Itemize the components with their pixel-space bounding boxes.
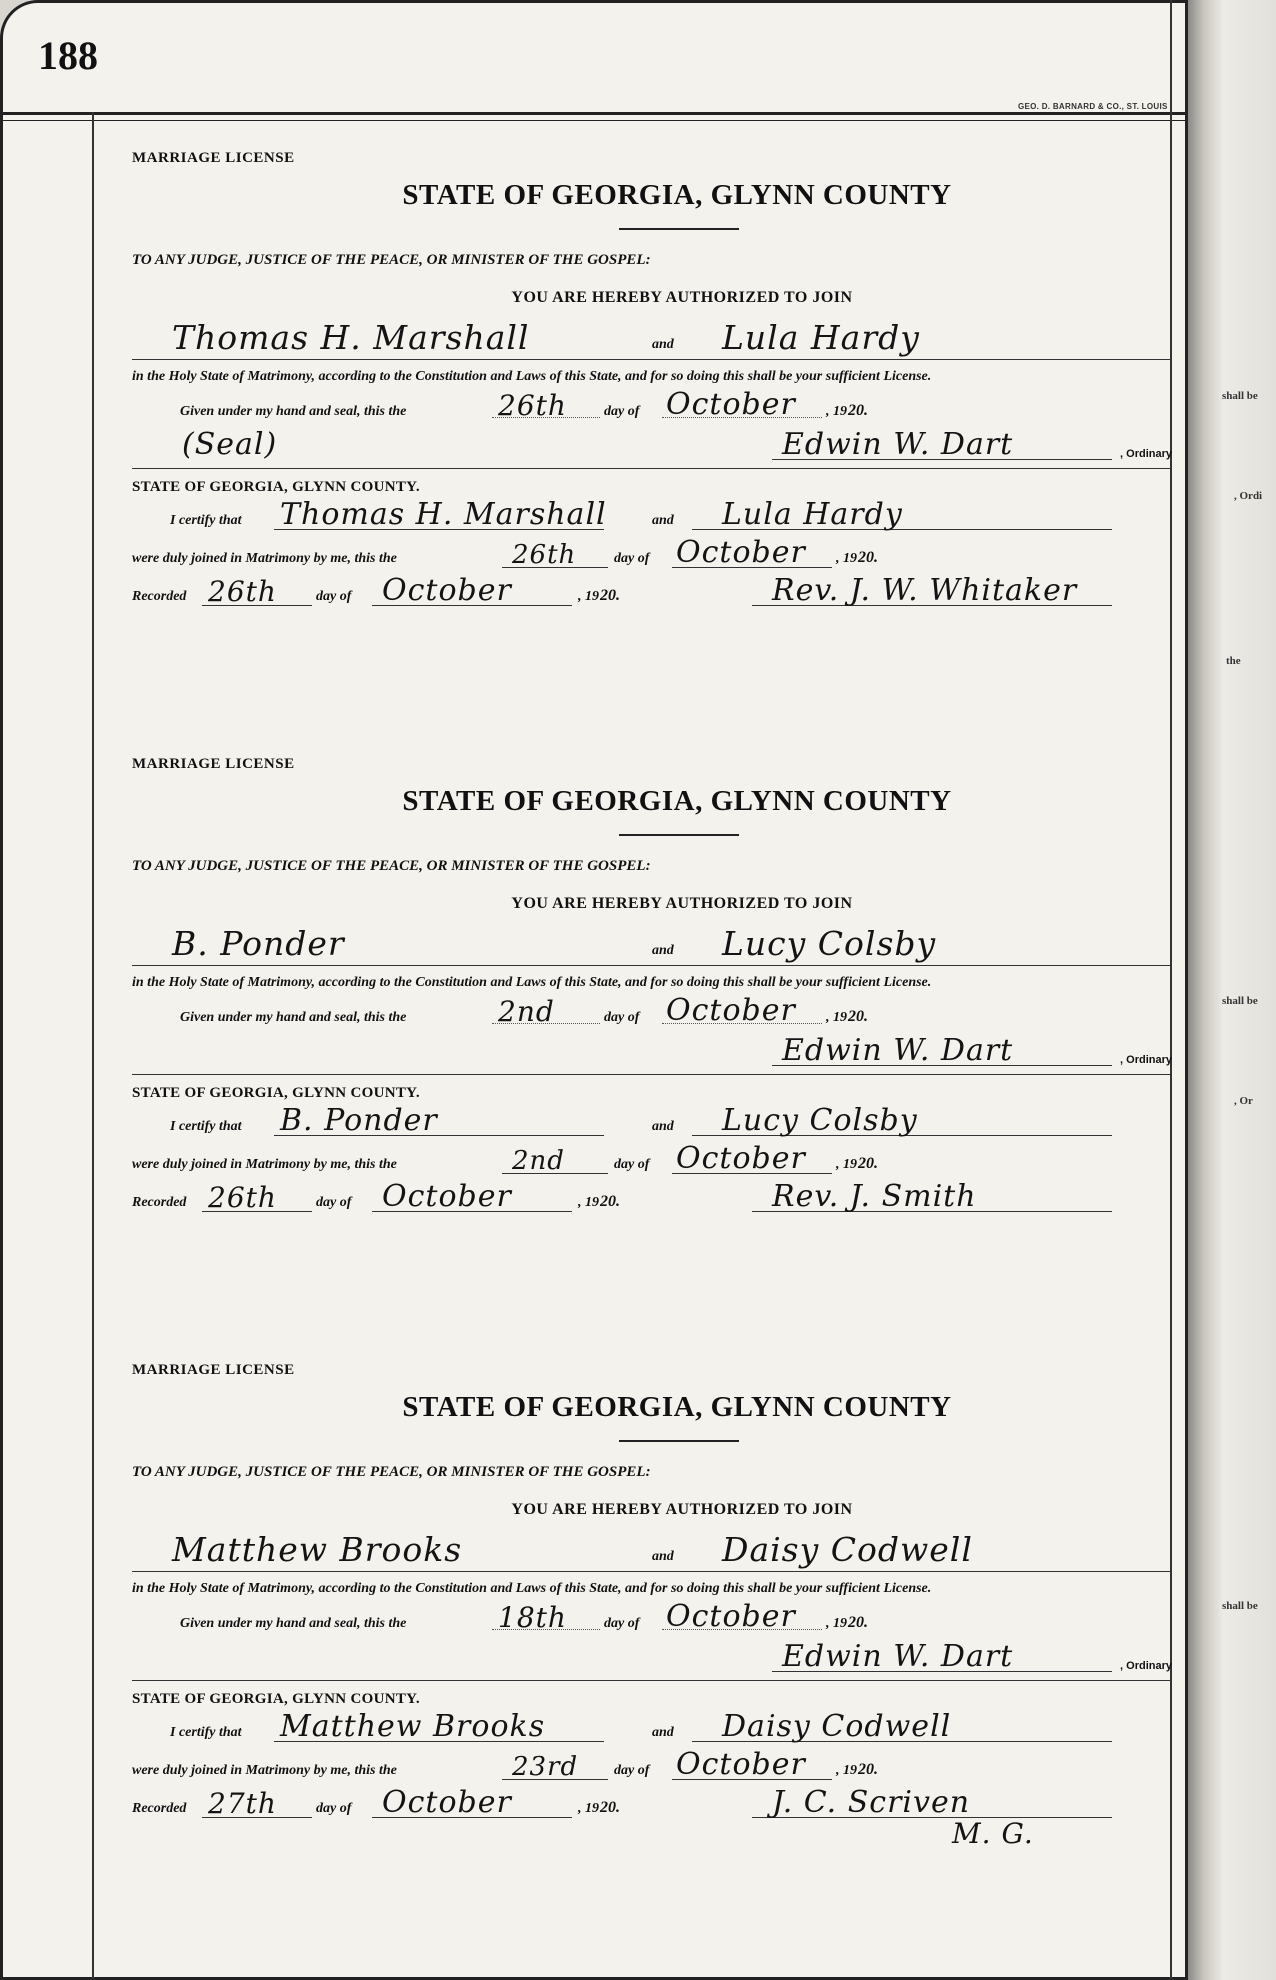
ordinary-label: , Ordinary [1120,1054,1172,1066]
recorded-day: 27th [208,1787,277,1820]
joined-line [132,1140,1182,1178]
joined-year-suffix: 20. [858,1761,878,1778]
next-page-fragment: , Or [1234,1095,1253,1107]
year-prefix: , 19 [578,589,599,604]
certify-label: I certify that [170,1119,242,1134]
minister-title-row [132,1817,1182,1852]
cert-bride-name: Lula Hardy [722,497,903,532]
joined-month: October [676,535,806,570]
marriage-record-3 [132,1362,1182,1852]
ordinary-signature-row [132,1030,1182,1070]
left-margin-rule [92,112,94,1980]
joined-year-suffix: 20. [858,1155,878,1172]
certificate-title: STATE OF GEORGIA, GLYNN COUNTY. [132,479,420,495]
year-prefix: , 19 [826,404,847,419]
minister-signature: Rev. J. W. Whitaker [772,573,1078,608]
given-month: October [666,1599,796,1634]
and-label: and [652,513,674,528]
state-title: STATE OF GEORGIA, GLYNN COUNTY [402,785,952,817]
bride-name: Lula Hardy [722,318,920,357]
given-year-suffix: 20. [848,402,868,419]
section-rule [132,468,1172,469]
minister-title-row [132,610,1182,640]
addressee-line: TO ANY JUDGE, JUSTICE OF THE PEACE, OR MINISTER OF THE GOSPEL: [132,858,651,874]
certificate-title: STATE OF GEORGIA, GLYNN COUNTY. [132,1085,420,1101]
section-rule [132,1680,1172,1681]
recorded-month: October [382,1785,512,1820]
bride-name: Daisy Codwell [722,1530,973,1569]
recorded-month: October [382,1179,512,1214]
authorized-line: YOU ARE HEREBY AUTHORIZED TO JOIN [511,1501,853,1518]
joined-label: were duly joined in Matrimony by me, this the [132,551,397,566]
authorized-line: YOU ARE HEREBY AUTHORIZED TO JOIN [511,895,853,912]
year-prefix: , 19 [826,1010,847,1025]
joined-year-suffix: 20. [858,549,878,566]
given-year-suffix: 20. [848,1008,868,1025]
ordinary-signature: Edwin W. Dart [782,1639,1014,1674]
joined-label: were duly joined in Matrimony by me, this the [132,1763,397,1778]
bride-name: Lucy Colsby [722,924,937,963]
day-of-label: day of [614,1157,650,1172]
given-line [132,1599,1182,1636]
groom-name: B. Ponder [172,924,345,963]
and-label: and [652,943,674,958]
year-prefix: , 19 [836,1763,857,1778]
recorded-year-suffix: 20. [600,587,620,604]
minister-signature: Rev. J. Smith [772,1179,977,1214]
day-of-label: day of [604,404,640,419]
section-rule [132,1074,1172,1075]
ordinary-signature-row [132,424,1182,464]
year-prefix: , 19 [578,1195,599,1210]
given-line [132,387,1182,424]
joined-label: were duly joined in Matrimony by me, this the [132,1157,397,1172]
given-label: Given under my hand and seal, this the [180,404,407,419]
addressee-line: TO ANY JUDGE, JUSTICE OF THE PEACE, OR MINISTER OF THE GOSPEL: [132,1464,651,1480]
page-number: 188 [38,33,98,78]
ordinary-signature-row [132,1636,1182,1676]
year-prefix: , 19 [836,1157,857,1172]
header-rule-thin [0,120,1188,121]
printer-mark: GEO. D. BARNARD & CO., ST. LOUIS [1018,102,1168,111]
minister-signature: J. C. Scriven [772,1785,971,1820]
and-label: and [652,1725,674,1740]
and-label: and [652,1119,674,1134]
given-day: 26th [498,389,567,422]
recorded-year-suffix: 20. [600,1799,620,1816]
certify-line [132,1102,1182,1140]
joined-line [132,534,1182,572]
next-page-fragment: shall be [1222,390,1258,402]
state-title: STATE OF GEORGIA, GLYNN COUNTY [402,1391,952,1423]
joined-line [132,1746,1182,1784]
recorded-label: Recorded [132,1195,187,1210]
day-of-label: day of [316,1195,352,1210]
recorded-year-suffix: 20. [600,1193,620,1210]
and-label: and [652,337,674,352]
day-of-label: day of [614,551,650,566]
cert-groom-name: Matthew Brooks [280,1709,546,1744]
recorded-day: 26th [208,1181,277,1214]
year-prefix: , 19 [578,1801,599,1816]
recorded-day: 26th [208,575,277,608]
title-rule [619,228,739,230]
year-prefix: , 19 [826,1616,847,1631]
day-of-label: day of [614,1763,650,1778]
certificate-title: STATE OF GEORGIA, GLYNN COUNTY. [132,1691,420,1707]
cert-groom-name: B. Ponder [280,1103,438,1138]
authorized-line: YOU ARE HEREBY AUTHORIZED TO JOIN [511,289,853,306]
next-page-edge [1188,0,1276,1980]
ordinary-signature: Edwin W. Dart [782,427,1014,462]
given-day: 2nd [498,995,555,1028]
year-prefix: , 19 [836,551,857,566]
given-label: Given under my hand and seal, this the [180,1010,407,1025]
ordinary-label: , Ordinary [1120,1660,1172,1672]
ordinary-label: , Ordinary [1120,448,1172,460]
joined-month: October [676,1141,806,1176]
joined-day: 23rd [512,1752,579,1782]
license-body-text: in the Holy State of Matrimony, according to the Constitution and Laws of this State, and for so doing this shall be your sufficient License. [132,1581,932,1596]
license-label: MARRIAGE LICENSE [132,756,295,772]
given-line [132,993,1182,1030]
license-body-text: in the Holy State of Matrimony, according to the Constitution and Laws of this State, and for so doing this shall be your sufficient License. [132,369,932,384]
recorded-label: Recorded [132,589,187,604]
recorded-month: October [382,573,512,608]
joined-day: 2nd [512,1146,565,1176]
names-line [132,919,1172,966]
recorded-line [132,1178,1182,1216]
and-label: and [652,1549,674,1564]
names-line [132,1525,1172,1572]
ordinary-signature: Edwin W. Dart [782,1033,1014,1068]
state-title: STATE OF GEORGIA, GLYNN COUNTY [402,179,952,211]
next-page-fragment: the [1226,655,1241,667]
seal-mark: (Seal) [182,427,278,462]
day-of-label: day of [316,1801,352,1816]
title-rule [619,834,739,836]
next-page-fragment: shall be [1222,995,1258,1007]
certify-line [132,1708,1182,1746]
minister-title: M. G. [952,1817,1034,1850]
certify-label: I certify that [170,513,242,528]
groom-name: Matthew Brooks [172,1530,463,1569]
minister-title-row [132,1216,1182,1246]
certify-line [132,496,1182,534]
names-line [132,313,1172,360]
license-label: MARRIAGE LICENSE [132,1362,295,1378]
recorded-label: Recorded [132,1801,187,1816]
day-of-label: day of [316,589,352,604]
given-day: 18th [498,1601,567,1634]
cert-bride-name: Daisy Codwell [722,1709,952,1744]
given-label: Given under my hand and seal, this the [180,1616,407,1631]
certify-label: I certify that [170,1725,242,1740]
next-page-fragment: shall be [1222,1600,1258,1612]
groom-name: Thomas H. Marshall [172,318,530,357]
title-rule [619,1440,739,1442]
addressee-line: TO ANY JUDGE, JUSTICE OF THE PEACE, OR MINISTER OF THE GOSPEL: [132,252,651,268]
given-month: October [666,993,796,1028]
license-body-text: in the Holy State of Matrimony, according to the Constitution and Laws of this State, and for so doing this shall be your sufficient License. [132,975,932,990]
day-of-label: day of [604,1616,640,1631]
recorded-line [132,572,1182,610]
cert-groom-name: Thomas H. Marshall [280,497,607,532]
cert-bride-name: Lucy Colsby [722,1103,918,1138]
header-rule [0,112,1188,115]
given-year-suffix: 20. [848,1614,868,1631]
license-label: MARRIAGE LICENSE [132,150,295,166]
joined-month: October [676,1747,806,1782]
joined-day: 26th [512,540,577,570]
next-page-fragment: , Ordi [1234,490,1263,502]
day-of-label: day of [604,1010,640,1025]
marriage-record-2 [132,756,1182,1246]
marriage-record-1 [132,150,1182,640]
given-month: October [666,387,796,422]
